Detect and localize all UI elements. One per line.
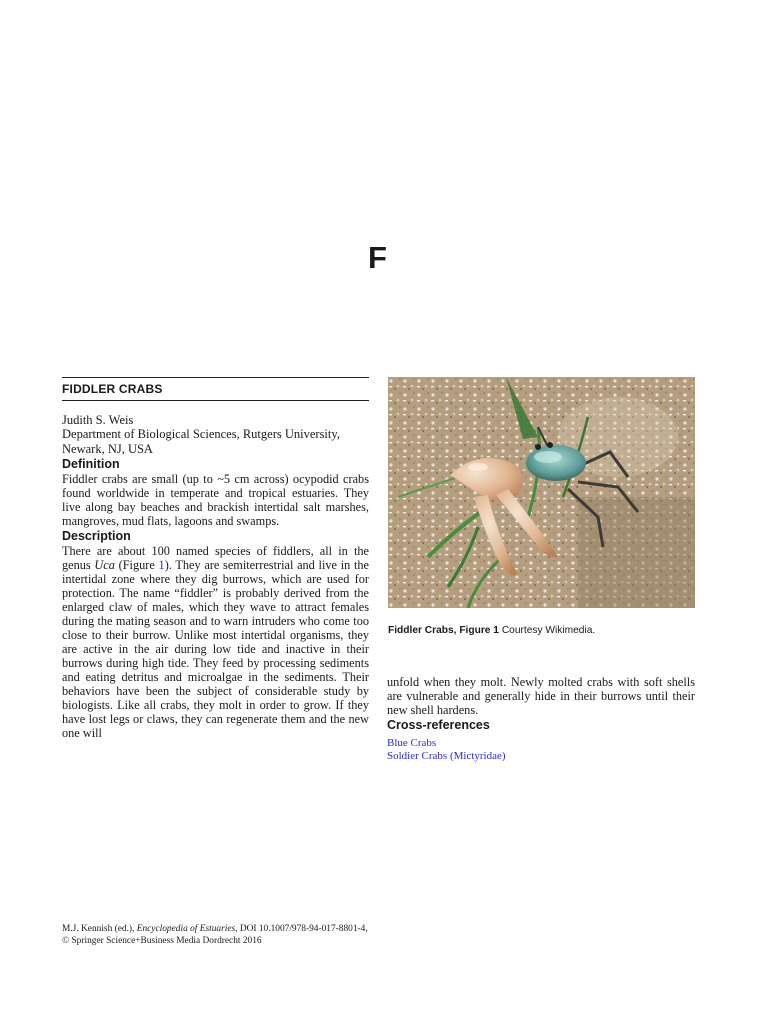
footer-copyright: © Springer Science+Business Media Dordrecht 2016 — [62, 936, 262, 946]
description-heading: Description — [62, 528, 131, 543]
page-footer — [62, 923, 462, 947]
author-name: Judith S. Weis — [62, 413, 134, 427]
author-affiliation-line2: Newark, NJ, USA — [62, 441, 153, 456]
genus-name: Uca — [94, 557, 115, 572]
footer-doi: , DOI 10.1007/978-94-017-8801-4, — [235, 924, 368, 934]
entry-title: FIDDLER CRABS — [62, 382, 163, 396]
description-text-rest: ). They are semiterrestrial and live in the intertidal zone where they dig burrows, which are used for protection. The name “fiddler” is probably derived from the enlarged claw of males, which they wave to attract females during the mating season and to warn intruders who come too close to their burrow. Unlike most intertidal organisms, they are active in the air during low tide and inactive in their burrows during high tide. They feed by processing sediments and eating detritus and microalgae in the sediments. Their behaviors have been the subject of considerable study by biologists. Like all crabs, they molt in order to grow. If they have lost legs or claws, they can regenerate them and the new one will — [62, 557, 369, 740]
footer-book-title: Encyclopedia of Estuaries — [136, 924, 236, 934]
figure-caption-text: Courtesy Wikimedia. — [501, 625, 596, 636]
cross-reference-link-soldier-crabs[interactable]: Soldier Crabs (Mictyridae) — [387, 749, 506, 762]
cross-references-heading: Cross-references — [387, 718, 490, 732]
figure-ref-link[interactable]: 1 — [158, 557, 165, 572]
chapter-letter: F — [368, 240, 387, 275]
figure-caption-label: Fiddler Crabs, Figure 1 — [388, 625, 499, 636]
fiddler-crab-photo — [388, 377, 695, 608]
footer-citation-line — [62, 923, 462, 935]
cross-reference-link-blue-crabs[interactable]: Blue Crabs — [387, 737, 437, 749]
description-text-start: There are about 100 named species of fiddlers, all in the genus — [62, 543, 369, 572]
figure-caption — [388, 624, 698, 638]
footer-editor: M.J. Kennish (ed.), — [62, 924, 137, 934]
definition-text: Fiddler crabs are small (up to ~5 cm across) ocypodid crabs found worldwide in temperate and tropical estuaries. They live along bay beaches and brackish intertidal salt marshes, mangroves, mud flats, lagoons and swamps. — [62, 471, 369, 528]
description-continuation: unfold when they molt. Newly molted crabs with soft shells are vulnerable and generally hide in their burrows until their new shell hardens. — [387, 675, 695, 717]
figure-ref-open: (Figure — [114, 557, 159, 572]
author-block — [62, 413, 369, 456]
description-text — [62, 544, 369, 740]
cross-references-list — [387, 737, 695, 762]
left-column — [62, 377, 369, 740]
fiddler-crab-illustration — [388, 377, 695, 608]
author-affiliation-line1: Department of Biological Sciences, Rutgers University, — [62, 427, 340, 442]
definition-heading: Definition — [62, 456, 120, 471]
entry-rule-bottom — [62, 400, 369, 401]
right-column — [387, 675, 695, 762]
